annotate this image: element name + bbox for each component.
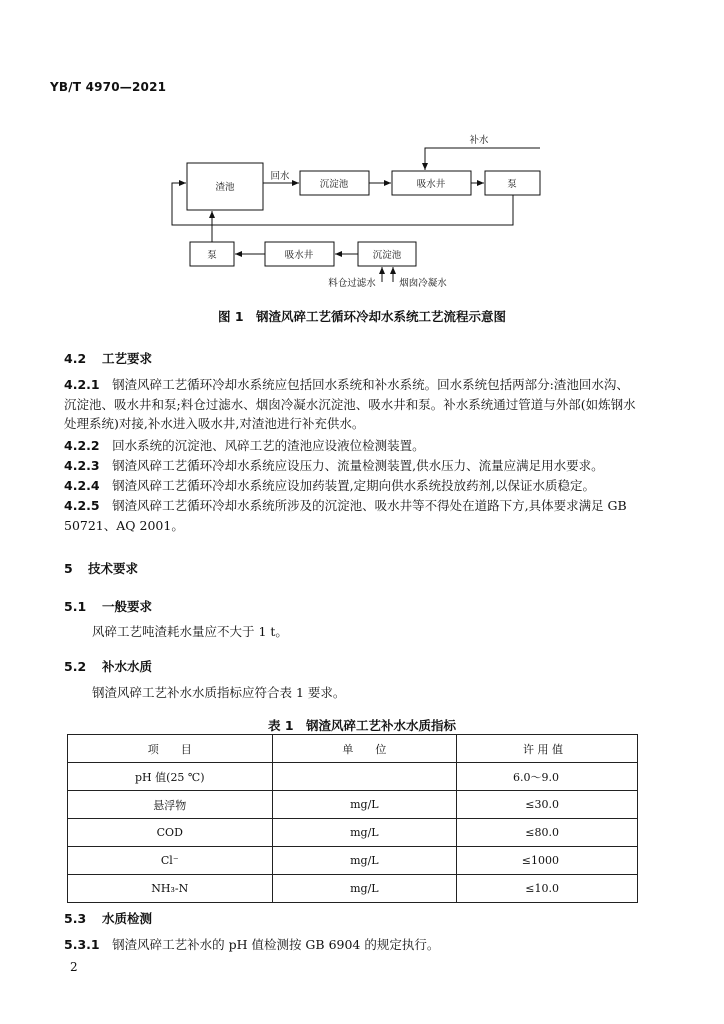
para-4-2-3 [64, 456, 640, 476]
para-4-2-1 [64, 375, 640, 434]
clause-number: 4.2.5 [64, 498, 100, 513]
suction-well-label-1: 吸水井 [416, 179, 446, 190]
section-4-2-heading [64, 349, 152, 367]
return-water-label: 回水 [270, 171, 290, 182]
section-5-2-heading [64, 657, 152, 675]
section-number: 5 [64, 561, 73, 576]
table-cell: Cl⁻ [68, 847, 273, 875]
section-number: 5.2 [64, 659, 87, 674]
clause-number: 4.2.4 [64, 478, 100, 493]
clause-number: 5.3.1 [64, 937, 100, 952]
figure-caption: 图 1 钢渣风碎工艺循环冷却水系统工艺流程示意图 [217, 309, 507, 324]
para-4-2-5 [64, 496, 640, 535]
makeup-water-arrow [425, 148, 540, 170]
table-cell: mg/L [272, 875, 457, 903]
table-row [68, 763, 638, 791]
slag-pool-label: 渣池 [215, 182, 235, 193]
table-cell: mg/L [272, 791, 457, 819]
table-cell: ≤30.0 [457, 791, 638, 819]
table-header-row [68, 735, 638, 763]
clause-text: 钢渣风碎工艺循环冷却水系统应设加药装置,定期向供水系统投放药剂,以保证水质稳定。 [112, 478, 596, 493]
table-row [68, 875, 638, 903]
table-cell: mg/L [272, 847, 457, 875]
table-cell: ≤10.0 [457, 875, 638, 903]
clause-text: 钢渣风碎工艺循环冷却水系统所涉及的沉淀池、吸水井等不得处在道路下方,具体要求满足 GB 50721、AQ 2001。 [64, 498, 627, 533]
table-cell: NH₃-N [68, 875, 273, 903]
clause-text: 回水系统的沉淀池、风碎工艺的渣池应设液位检测装置。 [112, 438, 425, 453]
section-5-3-heading [64, 909, 152, 927]
silo-filtrate-label: 料仓过滤水 [328, 278, 376, 289]
clause-text: 钢渣风碎工艺循环冷却水系统应包括回水系统和补水系统。回水系统包括两部分:渣池回水沟、沉淀池、吸水井和泵;料仓过滤水、烟囱冷凝水沉淀池、吸水井和泵。补水系统通过管道与外部(如炼钢水处理系统)对接,补水进入吸水井,对渣池进行补充供水。 [64, 377, 636, 431]
section-5-heading [64, 559, 138, 577]
clause-number: 4.2.2 [64, 438, 100, 453]
table-header-cell: 项 目 [68, 735, 273, 763]
pump-label-2: 泵 [207, 250, 217, 261]
section-title: 一般要求 [102, 599, 153, 614]
table-cell: mg/L [272, 819, 457, 847]
para-5-3-1 [64, 935, 640, 955]
table-cell: COD [68, 819, 273, 847]
section-title: 技术要求 [88, 561, 139, 576]
pump-label-1: 泵 [507, 179, 517, 190]
section-title: 水质检测 [102, 911, 153, 926]
clause-text: 钢渣风碎工艺补水的 pH 值检测按 GB 6904 的规定执行。 [112, 937, 440, 952]
para-4-2-2 [64, 436, 640, 456]
table-header-cell: 单 位 [272, 735, 457, 763]
flue-condensate-label: 烟囱冷凝水 [399, 278, 447, 289]
table-row [68, 847, 638, 875]
settling-pool-label-1: 沉淀池 [319, 179, 349, 190]
clause-number: 4.2.3 [64, 458, 100, 473]
table-cell: 6.0～9.0 [457, 763, 638, 791]
table-cell: ≤80.0 [457, 819, 638, 847]
table-cell: ≤1000 [457, 847, 638, 875]
table-cell: pH 值(25 ℃) [68, 763, 273, 791]
table-row [68, 819, 638, 847]
para-5-1: 风碎工艺吨渣耗水量应不大于 1 t。 [92, 624, 288, 639]
para-5-2: 钢渣风碎工艺补水水质指标应符合表 1 要求。 [92, 685, 346, 700]
table-caption: 表 1 钢渣风碎工艺补水水质指标 [267, 718, 457, 733]
table-header-cell: 许 用 值 [457, 735, 638, 763]
section-title: 工艺要求 [102, 351, 153, 366]
process-flow-diagram [0, 0, 724, 300]
section-title: 补水水质 [102, 659, 153, 674]
page-number: 2 [70, 960, 78, 974]
section-number: 5.1 [64, 599, 87, 614]
para-4-2-4 [64, 476, 640, 496]
table-row [68, 791, 638, 819]
section-number: 4.2 [64, 351, 87, 366]
section-number: 5.3 [64, 911, 87, 926]
suction-well-label-2: 吸水井 [284, 250, 314, 261]
clause-text: 钢渣风碎工艺循环冷却水系统应设压力、流量检测装置,供水压力、流量应满足用水要求。 [112, 458, 604, 473]
clause-number: 4.2.1 [64, 377, 100, 392]
settling-pool-label-2: 沉淀池 [372, 250, 402, 261]
water-quality-table [67, 734, 638, 903]
makeup-water-label: 补水 [469, 135, 489, 146]
table-cell: 悬浮物 [68, 791, 273, 819]
document-header: YB/T 4970—2021 [50, 80, 167, 94]
table-cell [272, 763, 457, 791]
section-5-1-heading [64, 597, 152, 615]
